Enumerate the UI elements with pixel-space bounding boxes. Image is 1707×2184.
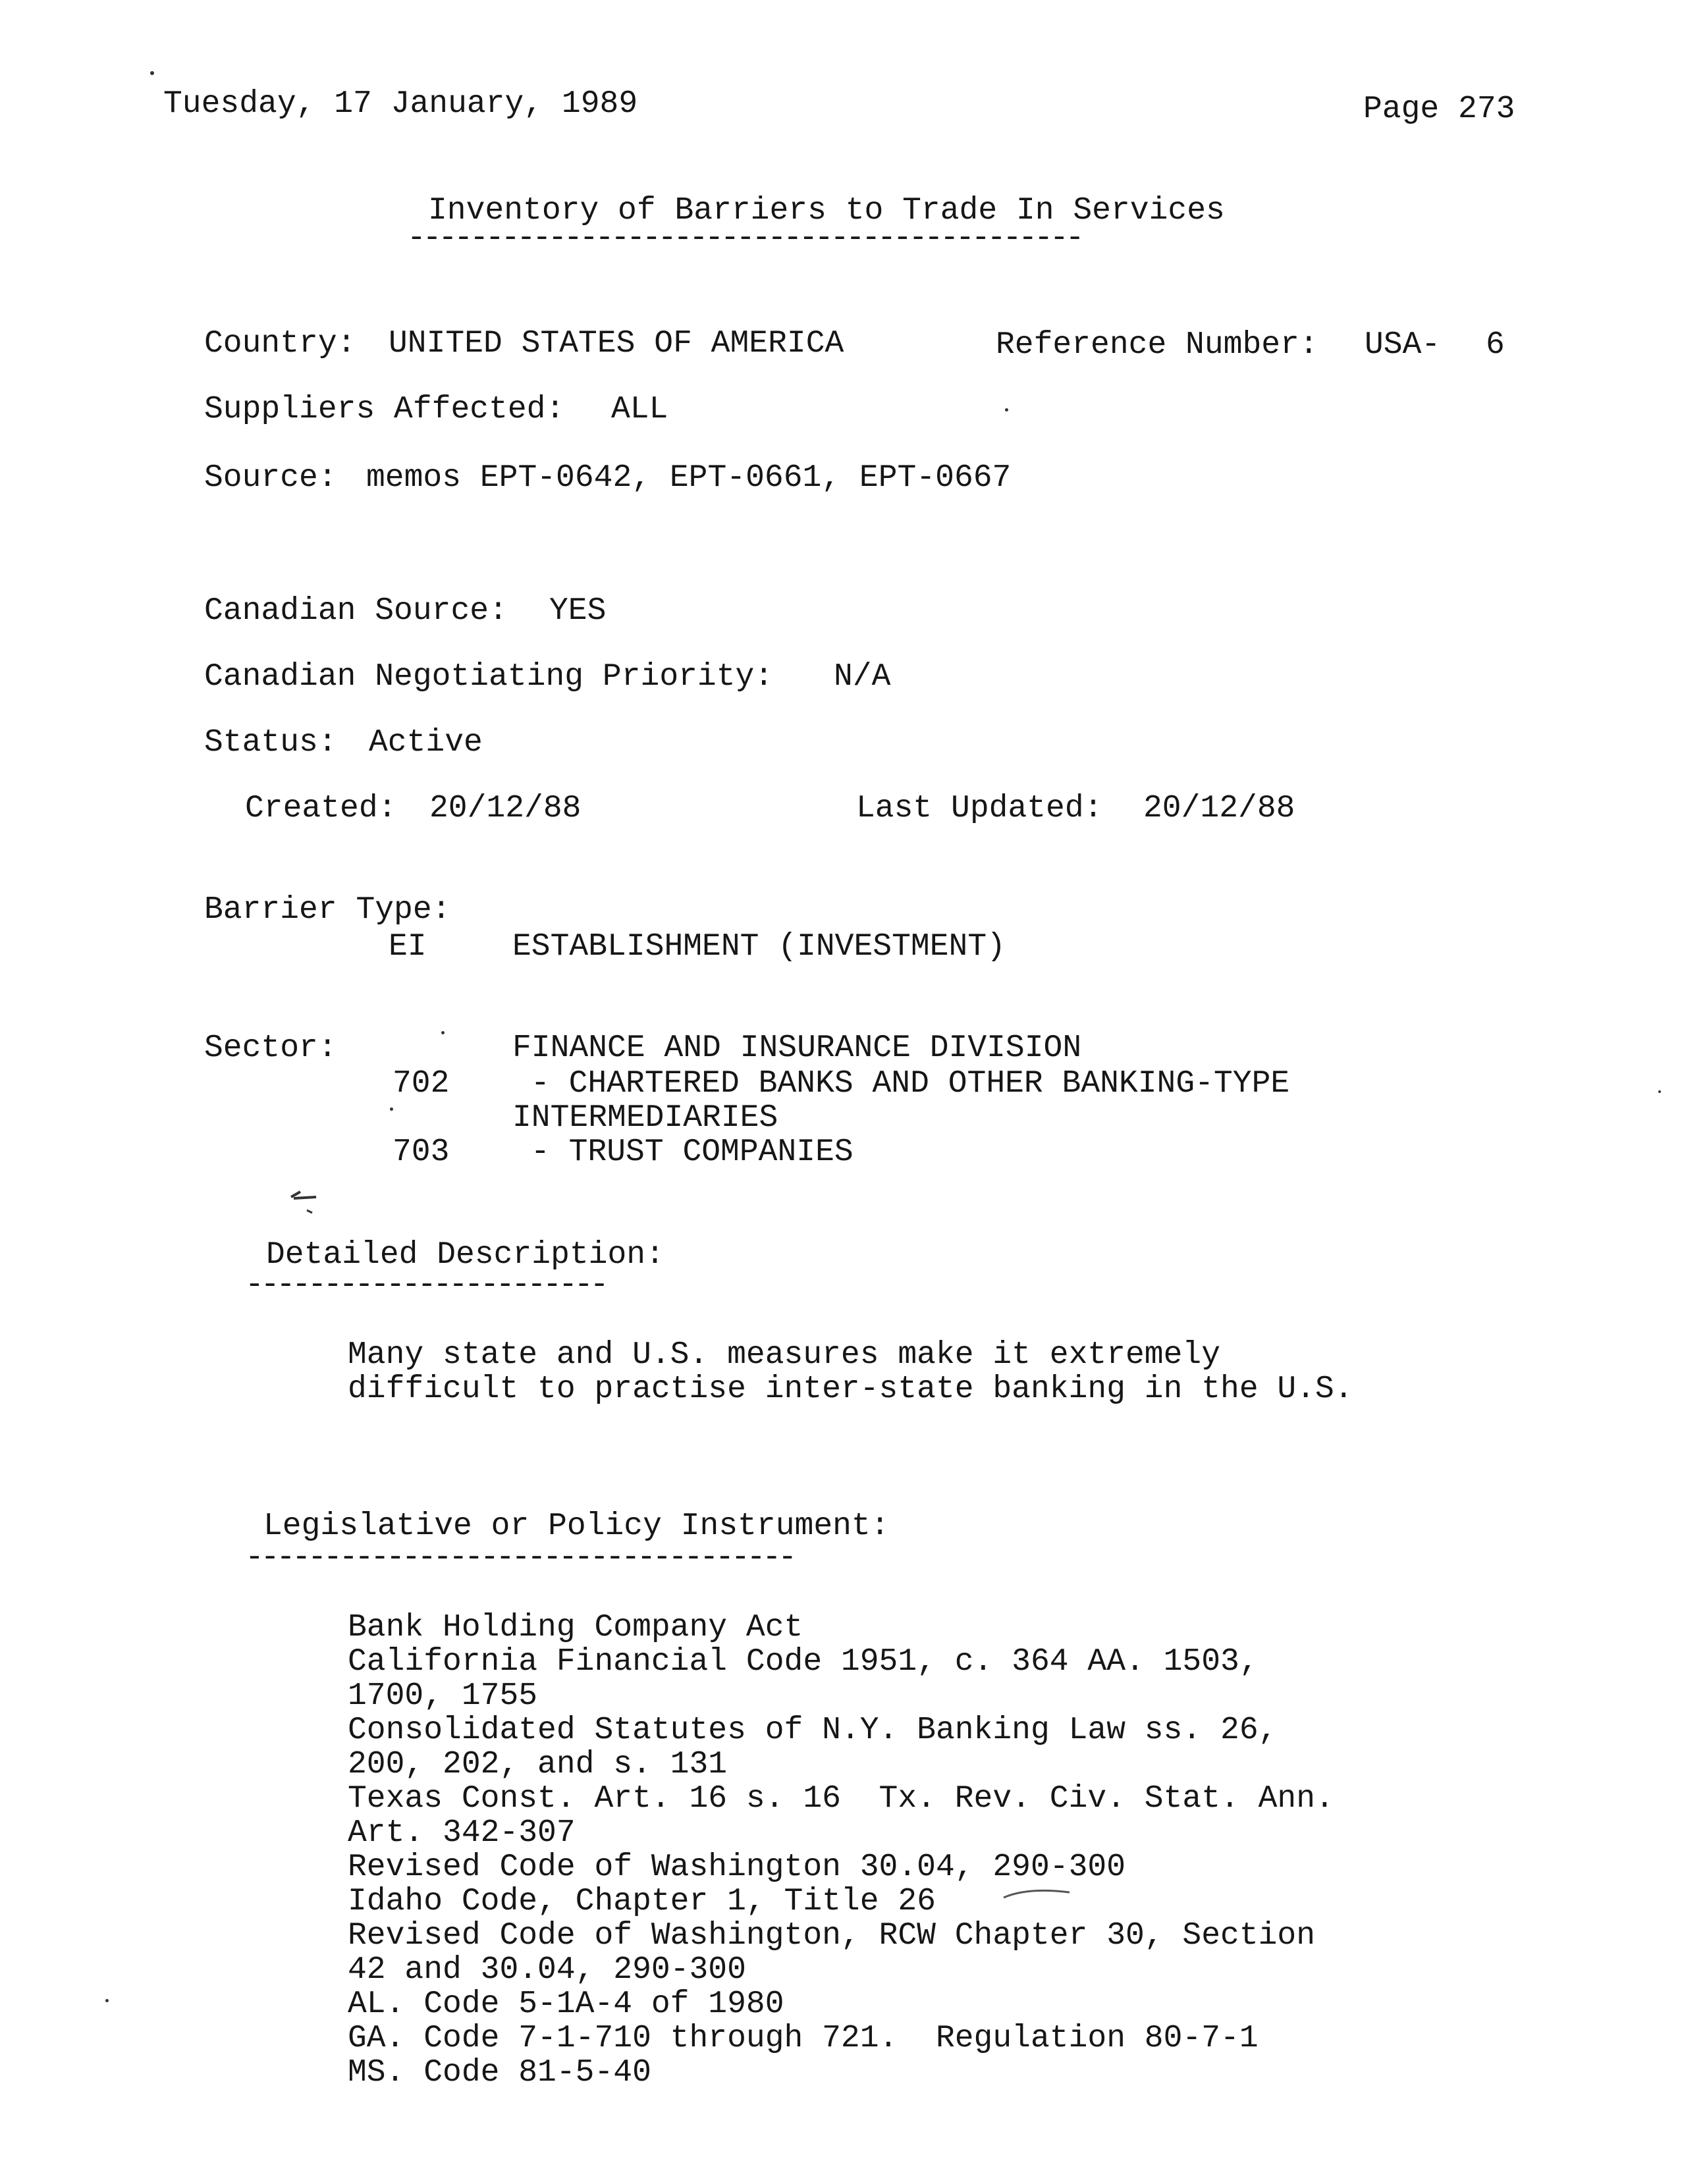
legislative-line: GA. Code 7-1-710 through 721. Regulation 80-7-1 <box>348 2021 1259 2056</box>
source-value: memos EPT-0642, EPT-0661, EPT-0667 <box>366 460 1012 496</box>
sector-label: Sector: <box>204 1030 337 1066</box>
sector-item-703-line1: - TRUST COMPANIES <box>531 1134 853 1170</box>
legislative-line: Idaho Code, Chapter 1, Title 26 <box>348 1884 936 1919</box>
legislative-heading: Legislative or Policy Instrument: <box>263 1508 890 1544</box>
barrier-type-label: Barrier Type: <box>204 892 451 928</box>
sector-item-702-line1: - CHARTERED BANKS AND OTHER BANKING-TYPE <box>531 1066 1290 1102</box>
reference-label: Reference Number: <box>996 327 1318 363</box>
canadian-source-label: Canadian Source: <box>204 593 508 629</box>
sector-code-702: 702 <box>393 1066 450 1102</box>
detailed-description-heading: Detailed Description: <box>266 1237 664 1273</box>
detailed-description-underline: ----------------------- <box>245 1267 606 1303</box>
legislative-line: Art. 342-307 <box>348 1815 576 1851</box>
header-date: Tuesday, 17 January, 1989 <box>163 86 638 122</box>
description-line: Many state and U.S. measures make it extremely <box>348 1337 1221 1373</box>
legislative-line: California Financial Code 1951, c. 364 AA. 1503, <box>348 1644 1259 1680</box>
created-value: 20/12/88 <box>429 791 582 826</box>
legislative-line: 42 and 30.04, 290-300 <box>348 1952 746 1988</box>
description-line: difficult to practise inter-state banking in the U.S. <box>348 1372 1353 1407</box>
reference-number: 6 <box>1486 327 1505 363</box>
barrier-type-code: EI <box>389 929 427 965</box>
scan-speck <box>1658 1090 1661 1093</box>
last-updated-value: 20/12/88 <box>1143 791 1295 826</box>
scan-speck <box>390 1107 393 1111</box>
last-updated-label: Last Updated: <box>856 791 1103 826</box>
document-title: Inventory of Barriers to Trade In Services <box>428 193 1225 228</box>
suppliers-value: ALL <box>611 392 668 427</box>
legislative-line: 1700, 1755 <box>348 1678 538 1714</box>
scan-speck <box>150 71 154 75</box>
created-label: Created: <box>245 791 397 826</box>
canadian-source-value: YES <box>549 593 607 629</box>
sector-item-702-line2: INTERMEDIARIES <box>512 1100 778 1136</box>
scan-speck <box>441 1031 445 1034</box>
title-underline: ------------------------------------------- <box>407 221 1081 256</box>
barrier-type-description: ESTABLISHMENT (INVESTMENT) <box>512 929 1006 965</box>
scan-speck <box>1005 408 1008 412</box>
legislative-line: Revised Code of Washington 30.04, 290-300 <box>348 1850 1125 1885</box>
legislative-line: Consolidated Statutes of N.Y. Banking Law ss. 26, <box>348 1713 1278 1748</box>
legislative-line: MS. Code 81-5-40 <box>348 2055 651 2091</box>
pen-stroke-mark <box>1001 1883 1073 1903</box>
country-label: Country: <box>204 326 356 361</box>
source-label: Source: <box>204 460 337 496</box>
status-value: Active <box>369 725 483 760</box>
legislative-line: Texas Const. Art. 16 s. 16 Tx. Rev. Civ. Stat. Ann. <box>348 1781 1334 1817</box>
legislative-line: Bank Holding Company Act <box>348 1610 803 1645</box>
reference-value: USA- <box>1365 327 1441 363</box>
margin-mark <box>287 1179 320 1218</box>
legislative-underline: ----------------------------------- <box>245 1540 794 1576</box>
priority-label: Canadian Negotiating Priority: <box>204 659 774 695</box>
scan-speck <box>105 1999 109 2002</box>
status-label: Status: <box>204 725 337 760</box>
legislative-line: AL. Code 5-1A-4 of 1980 <box>348 1986 784 2022</box>
detailed-description-text <box>348 1338 1353 1406</box>
country-value: UNITED STATES OF AMERICA <box>389 326 844 361</box>
legislative-line: 200, 202, and s. 131 <box>348 1747 728 1782</box>
suppliers-label: Suppliers Affected: <box>204 392 565 427</box>
sector-code-703: 703 <box>393 1134 450 1170</box>
sector-division: FINANCE AND INSURANCE DIVISION <box>512 1030 1082 1066</box>
legislative-list <box>348 1611 1334 2090</box>
priority-value: N/A <box>834 659 891 695</box>
legislative-line: Revised Code of Washington, RCW Chapter 30, Section <box>348 1918 1316 1954</box>
page-number: Page 273 <box>1363 92 1515 127</box>
